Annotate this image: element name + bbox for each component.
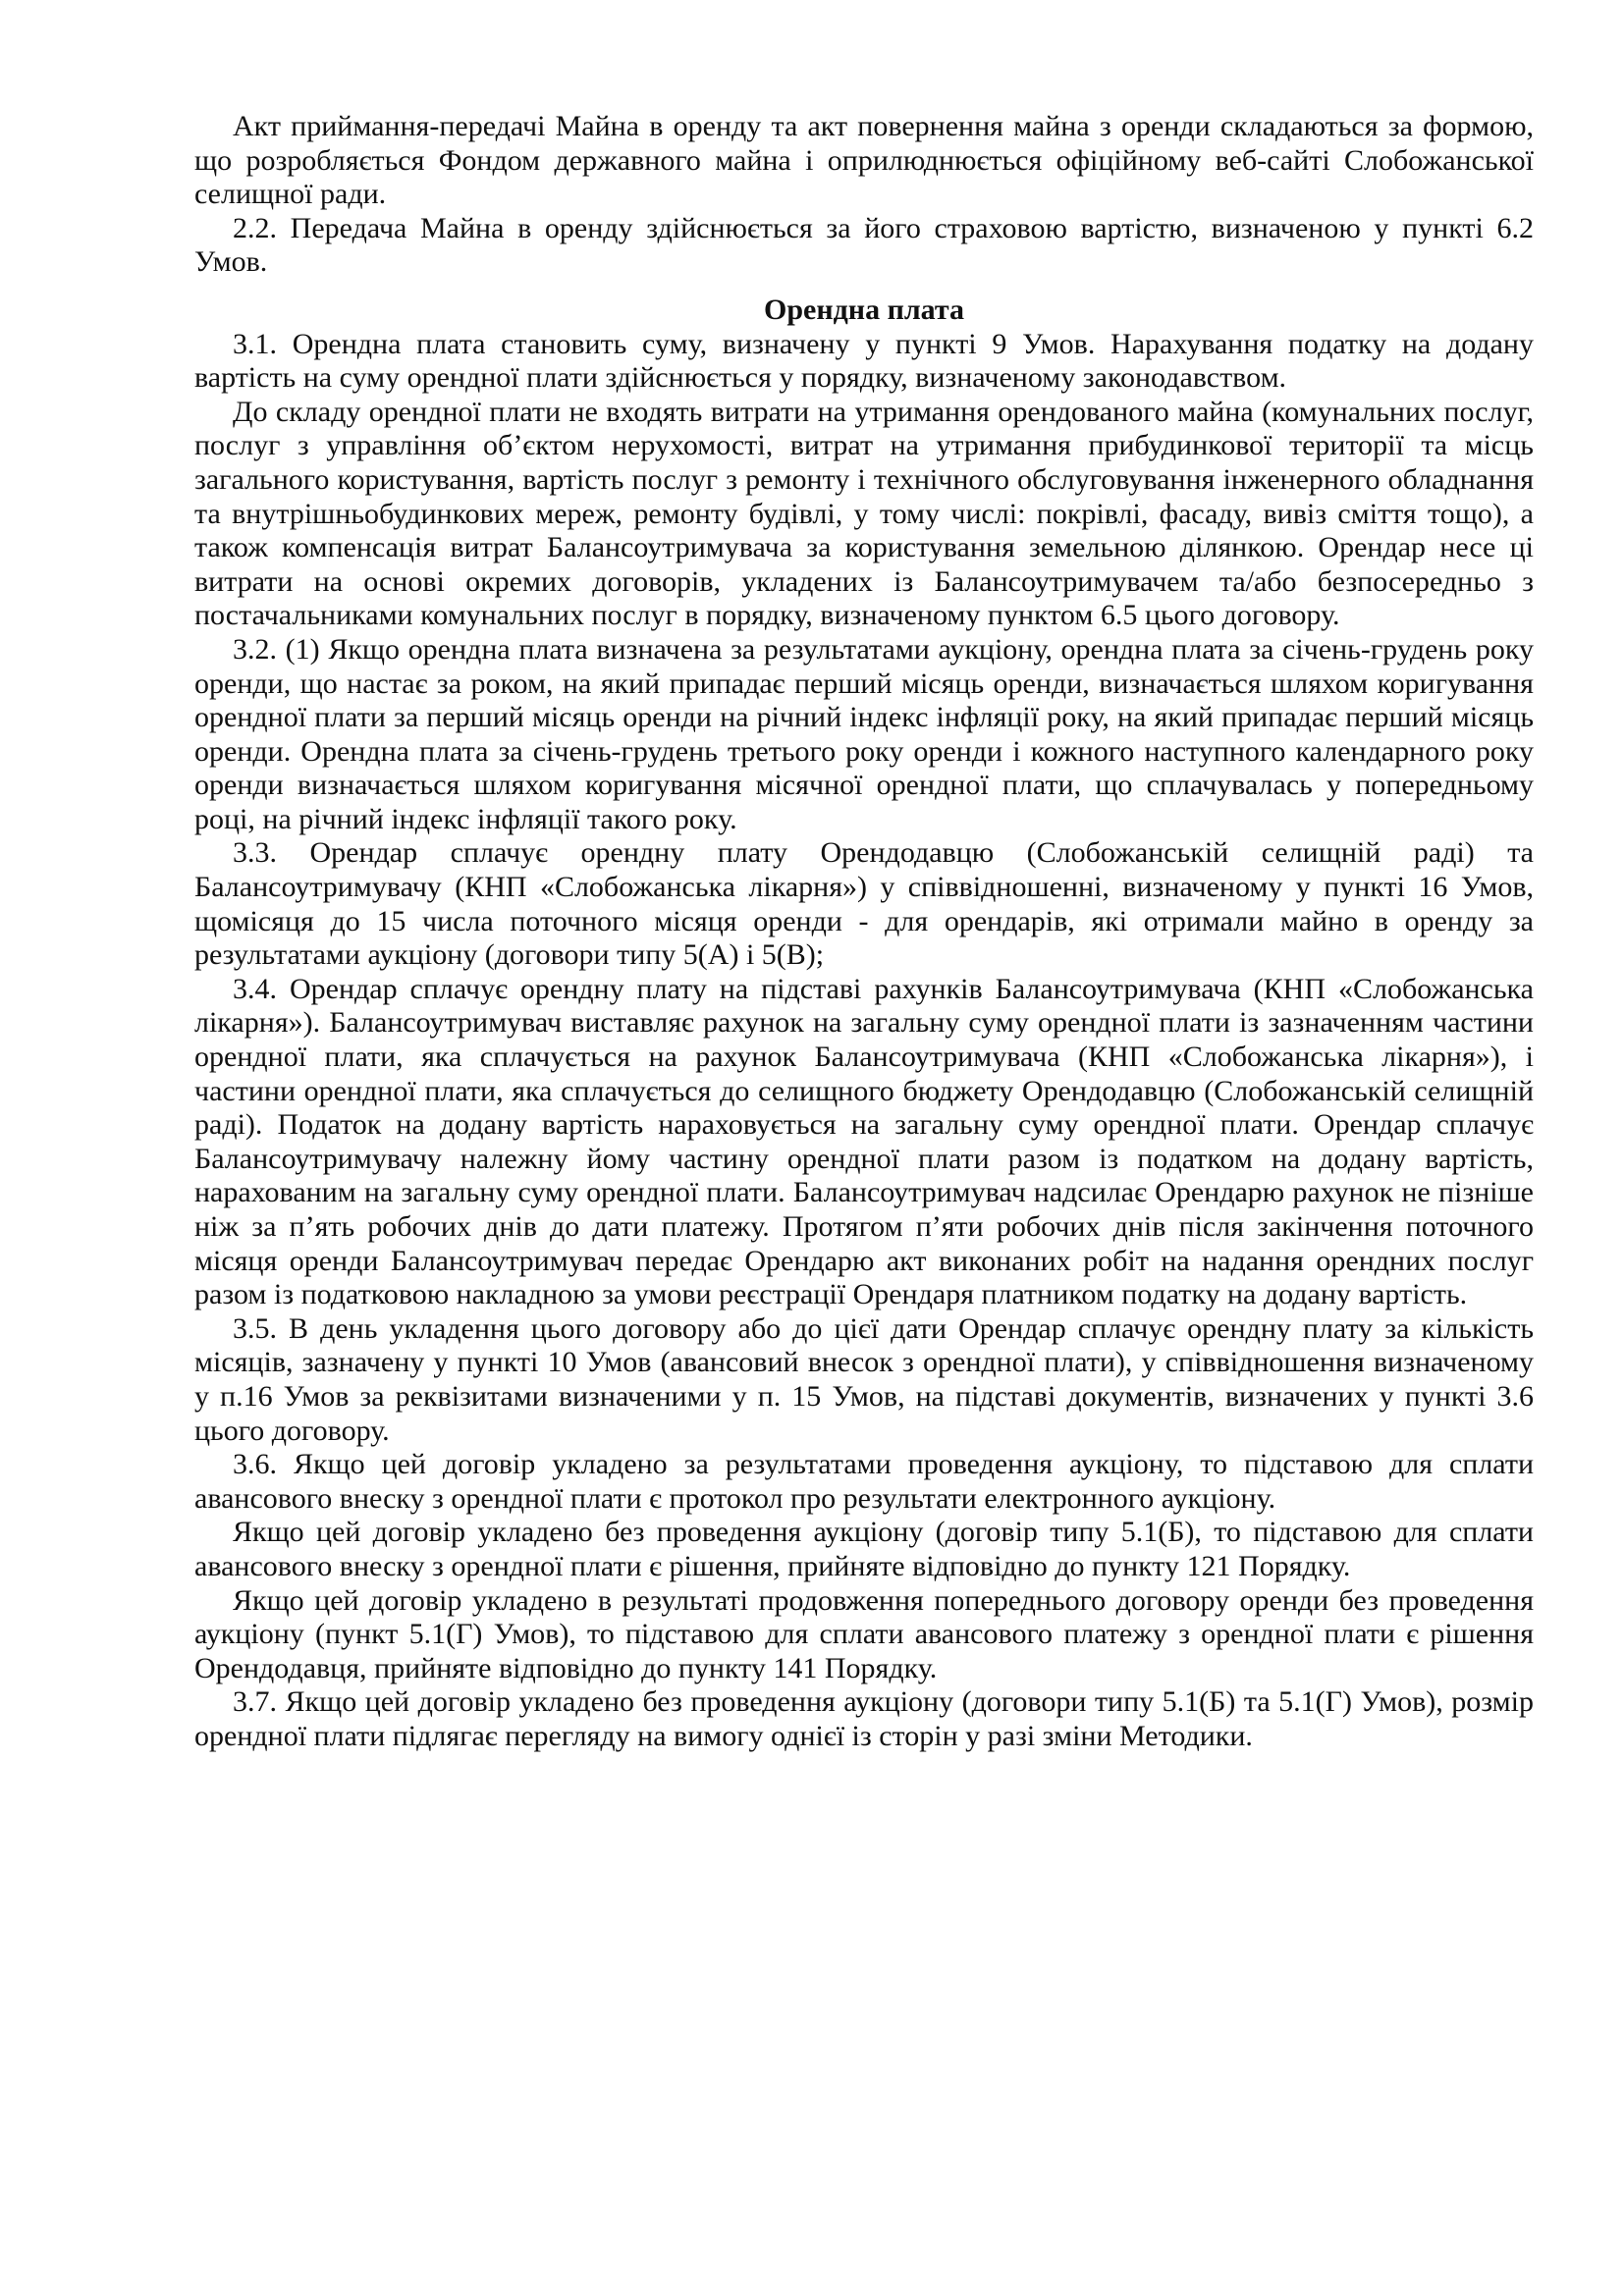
paragraph-act-transfer: Акт приймання-передачі Майна в оренду та акт повернення майна з оренди складаються за формою, що розробляється Фондом державного майна і оприлюднюється офіційному веб-сайті Слобожанської селищної ради. [194, 110, 1534, 211]
document-page [194, 110, 1534, 1754]
paragraph-3-3: 3.3. Орендар сплачує орендну плату Орендодавцю (Слобожанській селищній раді) та Балансоутримувачу (КНП «Слобожанська лікарня») у співвідношенні, визначеному у пункті 16 Умов, щомісяця до 15 числа поточного місяця оренди - для орендарів, які отримали майно в оренду за результатами аукціону (договори типу 5(А) і 5(В); [194, 836, 1534, 972]
paragraph-3-2: 3.2. (1) Якщо орендна плата визначена за результатами аукціону, орендна плата за січень-грудень року оренди, що настає за роком, на який припадає перший місяць оренди, визначається шляхом коригування орендної плати за перший місяць оренди на річний індекс інфляції року, на який припадає перший місяць оренди. Орендна плата за січень-грудень третього року оренди і кожного наступного календарного року оренди визначається шляхом коригування місячної орендної плати, що сплачувалась у попередньому році, на річний індекс інфляції такого року. [194, 632, 1534, 835]
paragraph-3-6: 3.6. Якщо цей договір укладено за результатами проведення аукціону, то підставою для сплати авансового внеску з орендної плати є протокол про результати електронного аукціону. [194, 1448, 1534, 1515]
paragraph-3-1: 3.1. Орендна плата становить суму, визначену у пункті 9 Умов. Нарахування податку на додану вартість на суму орендної плати здійснюється у порядку, визначеному законодавством. [194, 327, 1534, 395]
paragraph-2-2: 2.2. Передача Майна в оренду здійснюється за його страховою вартістю, визначеною у пункті 6.2 Умов. [194, 211, 1534, 279]
paragraph-rent-exclusions: До складу орендної плати не входять витрати на утримання орендованого майна (комунальних послуг, послуг з управління об’єктом нерухомості, витрат на утримання прибудинкової території та місць загального користування, вартість послуг з ремонту і технічного обслуговування інженерного обладнання та внутрішньобудинкових мереж, ремонту будівлі, у тому числі: покрівлі, фасаду, вивіз сміття тощо), а також компенсація витрат Балансоутримувача за користування земельною ділянкою. Орендар несе ці витрати на основі окремих договорів, укладених із Балансоутримувачем та/або безпосередньо з постачальниками комунальних послуг в порядку, визначеному пунктом 6.5 цього договору. [194, 395, 1534, 632]
paragraph-extension: Якщо цей договір укладено в результаті продовження попереднього договору оренди без проведення аукціону (пункт 5.1(Г) Умов), то підставою для сплати авансового платежу з орендної плати є рішення Орендодавця, прийняте відповідно до пункту 141 Порядку. [194, 1583, 1534, 1684]
paragraph-3-5: 3.5. В день укладення цього договору або до цієї дати Орендар сплачує орендну плату за кількість місяців, зазначену у пункті 10 Умов (авансовий внесок з орендної плати), у співвідношення визначеному у п.16 Умов за реквізитами визначеними у п. 15 Умов, на підставі документів, визначених у пункті 3.6 цього договору. [194, 1311, 1534, 1447]
paragraph-3-7: 3.7. Якщо цей договір укладено без проведення аукціону (договори типу 5.1(Б) та 5.1(Г) Умов), розмір орендної плати підлягає перегляду на вимогу однієї із сторін у разі зміни Методики. [194, 1685, 1534, 1752]
paragraph-no-auction: Якщо цей договір укладено без проведення аукціону (договір типу 5.1(Б), то підставою для сплати авансового внеску з орендної плати є рішення, прийняте відповідно до пункту 121 Порядку. [194, 1516, 1534, 1582]
paragraph-3-4: 3.4. Орендар сплачує орендну плату на підставі рахунків Балансоутримувача (КНП «Слобожанська лікарня»). Балансоутримувач виставляє рахунок на загальну суму орендної плати із зазначенням частини орендної плати, яка сплачується на рахунок Балансоутримувача (КНП «Слобожанська лікарня»), і частини орендної плати, яка сплачується до селищного бюджету Орендодавцю (Слобожанській селищній раді). Податок на додану вартість нараховується на загальну суму орендної плати. Орендар сплачує Балансоутримувачу належну йому частину орендної плати разом із податком на додану вартість, нарахованим на загальну суму орендної плати. Балансоутримувач надсилає Орендарю рахунок не пізніше ніж за п’ять робочих днів до дати платежу. Протягом п’яти робочих днів після закінчення поточного місяця оренди Балансоутримувач передає Орендарю акт виконаних робіт на надання орендних послуг разом із податковою накладною за умови реєстрації Орендаря платником податку на додану вартість. [194, 972, 1534, 1311]
section-title-rent: Орендна плата [763, 293, 965, 326]
